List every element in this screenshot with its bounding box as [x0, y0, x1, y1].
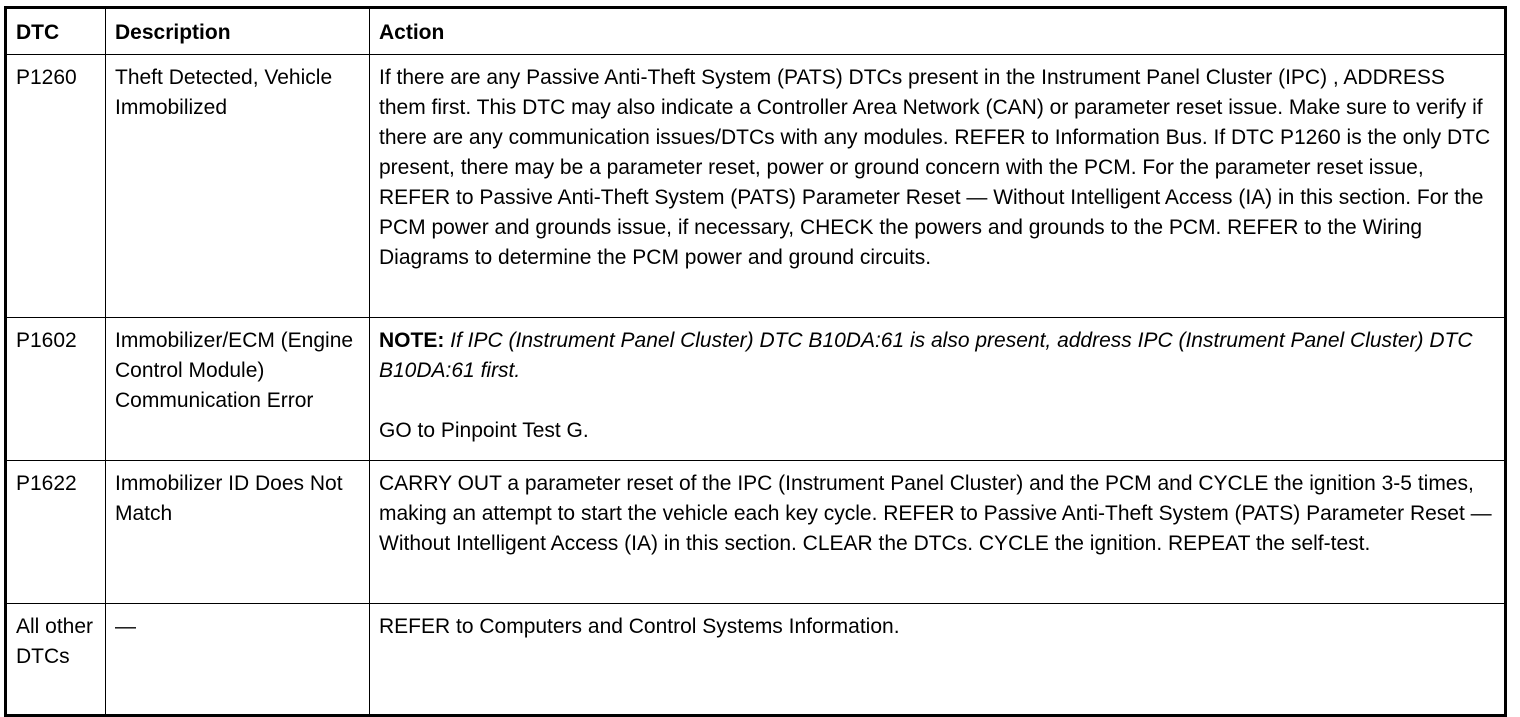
note-label: NOTE:	[379, 329, 445, 352]
dtc-action: CARRY OUT a parameter reset of the IPC (Instrument Panel Cluster) and the PCM and CYCLE the ignition 3-5 times, making an attempt to start the vehicle each key cycle. REFER to Passive Anti-Theft System (PATS) Parameter Reset — Without Intelligent Access (IA) in this section. CLEAR the DTCs. CYCLE the ignition. REPEAT the self-test.	[370, 461, 1506, 604]
header-dtc: DTC	[6, 8, 106, 55]
dtc-description: Immobilizer/ECM (Engine Control Module) Communication Error	[106, 318, 370, 461]
note-text: If IPC (Instrument Panel Cluster) DTC B10DA:61 is also present, address IPC (Instrument Panel Cluster) DTC B10DA:61 first.	[379, 329, 1473, 382]
table-row	[6, 461, 1506, 604]
header-action: Action	[370, 8, 1506, 55]
dtc-code: All other DTCs	[6, 604, 106, 716]
dtc-description: Theft Detected, Vehicle Immobilized	[106, 55, 370, 318]
dtc-code: P1602	[6, 318, 106, 461]
dtc-action: If there are any Passive Anti-Theft System (PATS) DTCs present in the Instrument Panel Cluster (IPC) , ADDRESS them first. This DTC may also indicate a Controller Area Network (CAN) or parameter reset issue. Make sure to verify if there are any communication issues/DTCs with any modules. REFER to Information Bus. If DTC P1260 is the only DTC present, there may be a parameter reset, power or ground concern with the PCM. For the parameter reset issue, REFER to Passive Anti-Theft System (PATS) Parameter Reset — Without Intelligent Access (IA) in this section. For the PCM power and grounds issue, if necessary, CHECK the powers and grounds to the PCM. REFER to the Wiring Diagrams to determine the PCM power and ground circuits.	[370, 55, 1506, 318]
dtc-code: P1622	[6, 461, 106, 604]
header-description: Description	[106, 8, 370, 55]
dtc-action-cell	[370, 318, 1506, 461]
table-row	[6, 318, 1506, 461]
table-header-row	[6, 8, 1506, 55]
dtc-action: GO to Pinpoint Test G.	[379, 419, 589, 442]
table-row	[6, 55, 1506, 318]
dtc-description: —	[106, 604, 370, 716]
table-row	[6, 604, 1506, 716]
dtc-code: P1260	[6, 55, 106, 318]
dtc-table	[4, 6, 1507, 717]
note-block	[379, 326, 1495, 386]
dtc-action: REFER to Computers and Control Systems Information.	[370, 604, 1506, 716]
dtc-description: Immobilizer ID Does Not Match	[106, 461, 370, 604]
